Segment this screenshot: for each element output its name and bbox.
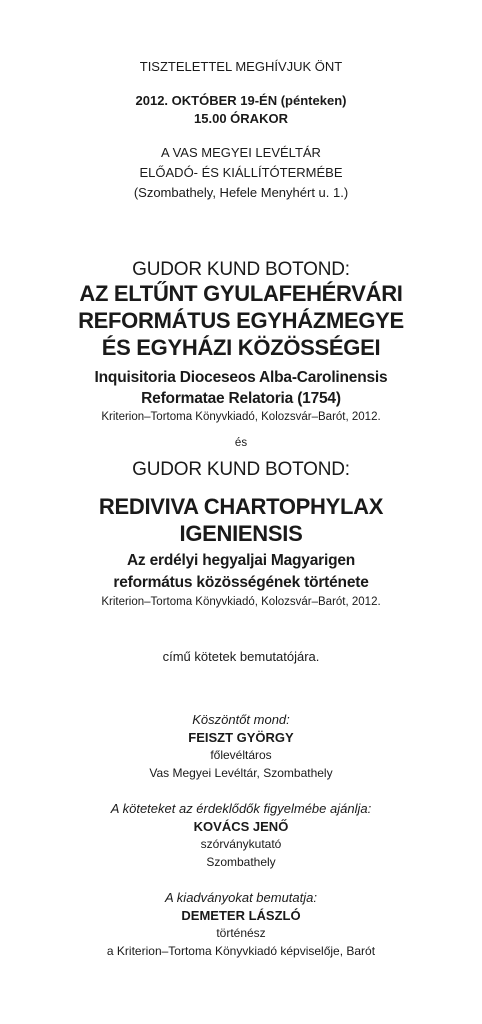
book2-title-line-1: REDIVIVA CHARTOPHYLAX — [98, 494, 384, 519]
speaker2-role: A köteteket az érdeklődők figyelmébe ajánlja: — [110, 801, 372, 816]
speaker1-affiliation: Vas Megyei Levéltár, Szombathely — [149, 766, 333, 780]
speaker3-affiliation: a Kriterion–Tortoma Könyvkiadó képviselője, Barót — [106, 944, 376, 958]
event-time: 15.00 ÓRAKOR — [194, 111, 288, 126]
speaker3-role: A kiadványokat bemutatja: — [165, 890, 317, 905]
book2-title-line-2: IGENIENSIS — [179, 521, 303, 546]
book1-author: GUDOR KUND BOTOND: — [132, 259, 350, 280]
speaker1-role: Köszöntőt mond: — [192, 712, 290, 727]
book2-subtitle-line-2: református közösségének története — [113, 574, 369, 591]
speaker2-title: szórványkutató — [200, 837, 282, 851]
speaker1-name: FEISZT GYÖRGY — [188, 730, 294, 745]
speaker1-title: főlevéltáros — [210, 748, 272, 762]
venue-line-2: ELŐADÓ- ÉS KIÁLLÍTÓTERMÉBE — [139, 165, 343, 180]
book2-author: GUDOR KUND BOTOND: — [132, 459, 350, 480]
book1-title-line-2: REFORMÁTUS EGYHÁZMEGYE — [78, 308, 404, 333]
greeting: TISZTELETTEL MEGHÍVJUK ÖNT — [139, 59, 343, 74]
speaker3-title: történész — [216, 926, 266, 940]
book1-title-line-3: ÉS EGYHÁZI KÖZÖSSÉGEI — [101, 335, 381, 360]
venue-address: (Szombathely, Hefele Menyhért u. 1.) — [133, 185, 349, 200]
venue-line-1: A VAS MEGYEI LEVÉLTÁR — [161, 145, 321, 160]
speaker3-name: DEMETER LÁSZLÓ — [181, 908, 301, 923]
book1-title-line-1: AZ ELTŰNT GYULAFEHÉRVÁRI — [79, 281, 403, 306]
book1-publisher: Kriterion–Tortoma Könyvkiadó, Kolozsvár–Barót, 2012. — [101, 411, 381, 423]
closing-text: című kötetek bemutatójára. — [162, 649, 320, 664]
book1-subtitle-line-2: Reformatae Relatoria (1754) — [141, 390, 341, 407]
conjunction: és — [234, 437, 248, 449]
book2-subtitle-line-1: Az erdélyi hegyaljai Magyarigen — [126, 552, 356, 569]
speaker2-name: KOVÁCS JENŐ — [193, 819, 289, 834]
book2-publisher: Kriterion–Tortoma Könyvkiadó, Kolozsvár–Barót, 2012. — [101, 596, 381, 608]
book1-subtitle-line-1: Inquisitoria Dioceseos Alba-Carolinensis — [94, 369, 388, 386]
speaker2-affiliation: Szombathely — [206, 855, 276, 869]
event-date: 2012. OKTÓBER 19-ÉN (pénteken) — [135, 93, 347, 108]
